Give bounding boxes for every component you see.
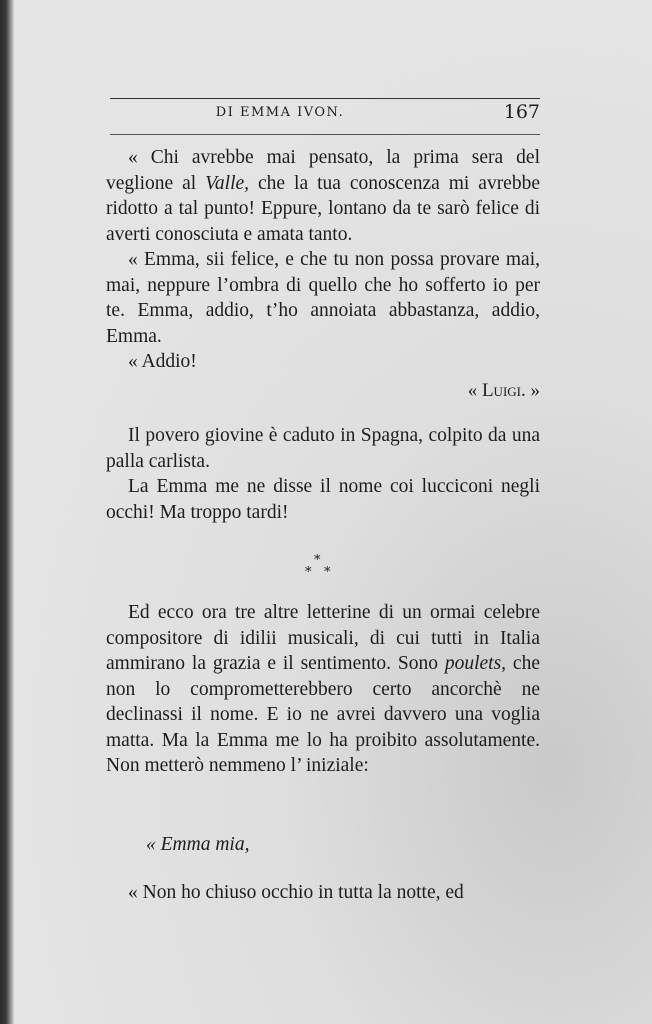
paragraph: Ed ecco ora tre altre letterine di un ormai celebre compositore di idilii musicali, di cui tutti in Italia ammirano la grazia e il sentimento. Sono poulets, che non lo comprometterebbero certo ancorchè ne declinassi il nome. E io ne avrei davvero una voglia matta. Ma la Emma me lo ha proibito assolutamente. Non metterò nemmeno l’ iniziale:	[106, 602, 540, 776]
letter-opening	[106, 880, 540, 906]
introduction-block	[106, 600, 540, 779]
separator-star: *	[324, 565, 331, 580]
page-binding-edge	[0, 0, 14, 1024]
paragraph: Il povero giovine è caduto in Spagna, colpito da una palla carlista.	[106, 425, 540, 472]
paragraph: « Non ho chiuso occhio in tutta la notte, ed	[128, 882, 464, 903]
paragraph: « Addio!	[128, 351, 197, 372]
separator-star: *	[314, 553, 321, 568]
page-number: 167	[503, 101, 540, 123]
running-header: DI EMMA IVON.	[215, 105, 345, 120]
header-rule-top	[110, 98, 540, 99]
letter-salutation: « Emma mia,	[146, 834, 250, 855]
separator-star: *	[305, 565, 312, 580]
paragraph: « Chi avrebbe mai pensato, la prima sera del veglione al Valle, che la tua conoscenza mi avrebbe ridotto a tal punto! Eppure, lontano da te sarò felice di averti conosciuta e amata tanto.	[106, 147, 540, 245]
signature: « Luigi. »	[467, 379, 540, 401]
letter-block	[106, 145, 540, 403]
paragraph: La Emma me ne disse il nome coi lucciconi negli occhi! Ma troppo tardi!	[106, 476, 540, 523]
paragraph: « Emma, sii felice, e che tu non possa provare mai, mai, neppure l’ombra di quello che ho sofferto io per te. Emma, addio, t’ho annoiata abbastanza, addio, Emma.	[106, 249, 540, 347]
header-rule-bottom	[110, 134, 540, 135]
section-separator	[300, 553, 350, 593]
narrative-block	[106, 423, 540, 525]
